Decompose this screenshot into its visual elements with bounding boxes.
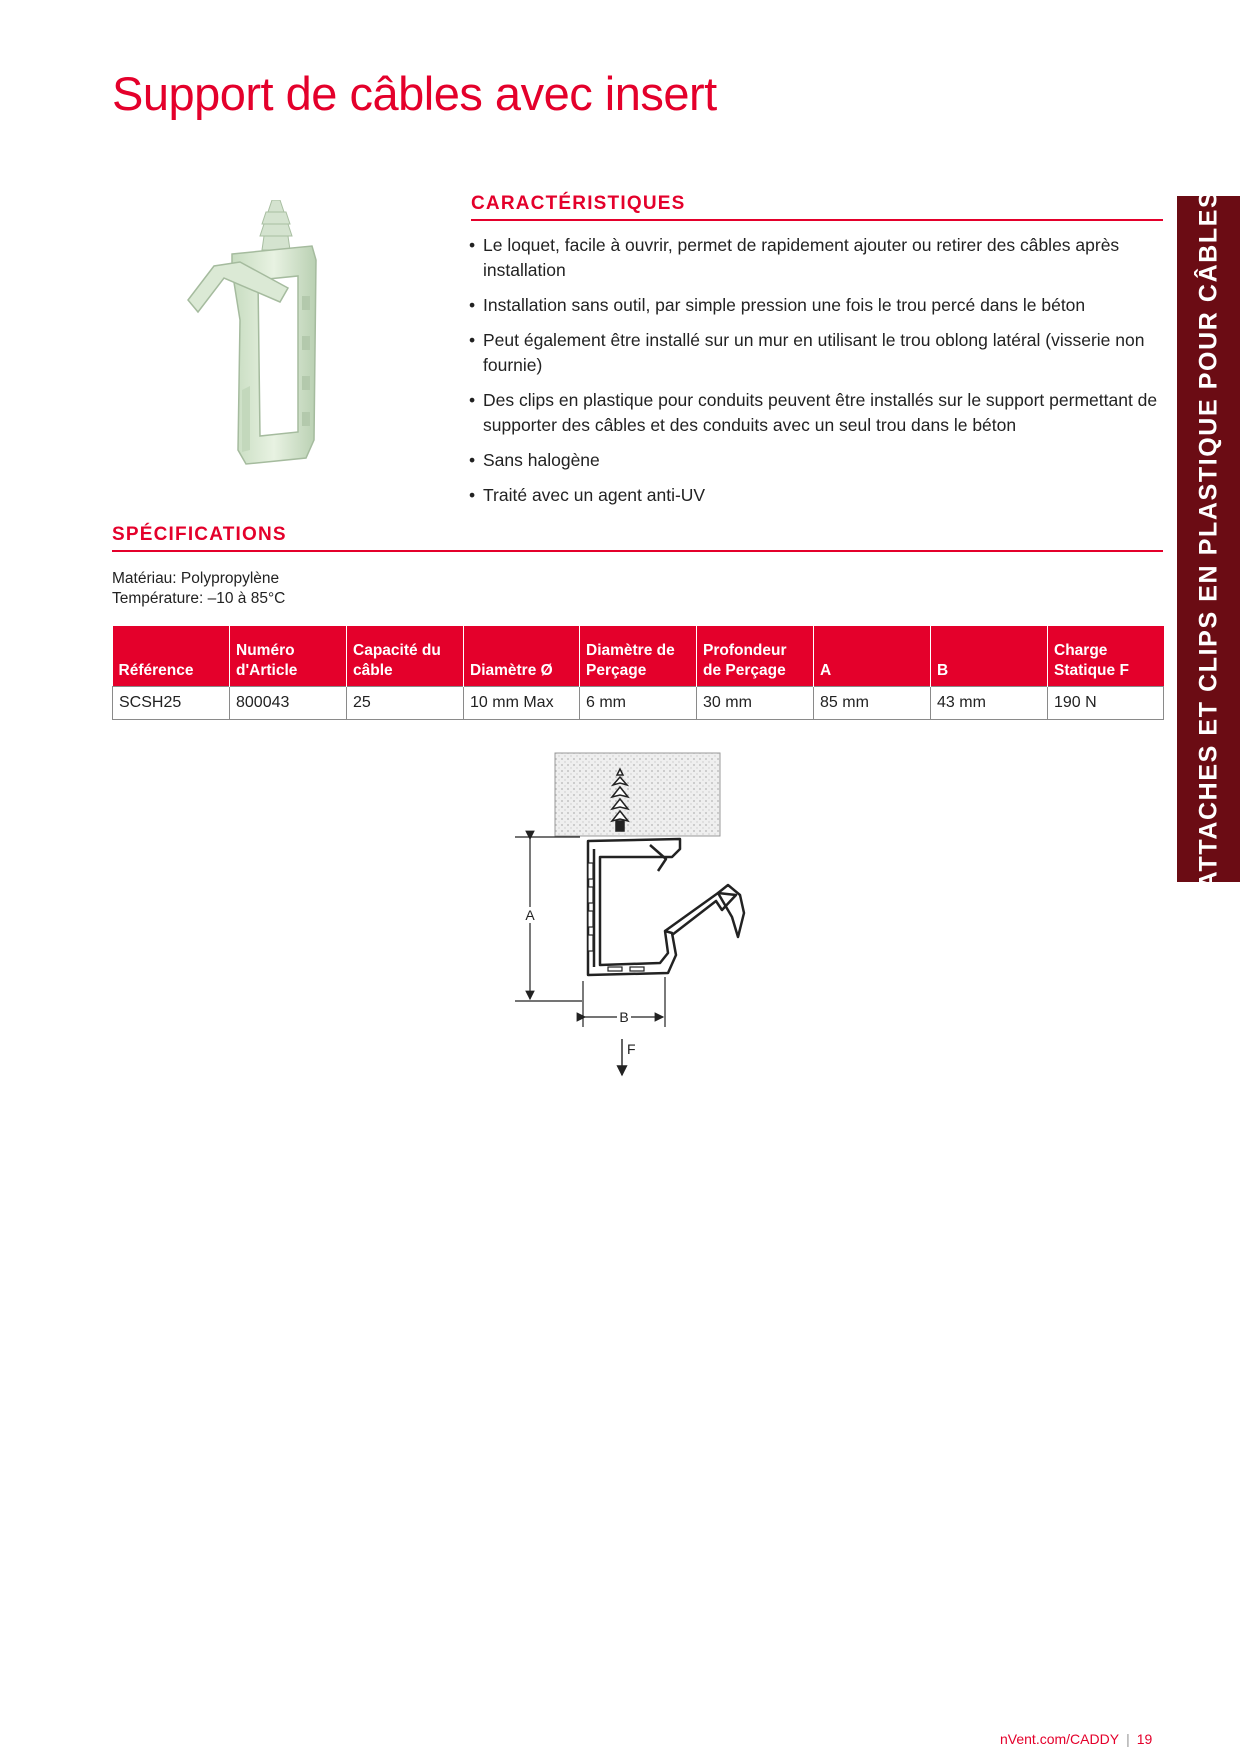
spec-table [112,626,1164,720]
feature-item: • Des clips en plastique pour conduits peuvent être installés sur le support permettant de supporter des câbles et des conduits avec un seul trou dans le béton [469,388,1169,438]
feature-item: • Traité avec un agent anti-UV [469,483,1169,508]
table-cell: 43 mm [931,687,1048,720]
side-tab-label: ATTACHES ET CLIPS EN PLASTIQUE POUR CÂBLES [1194,189,1222,889]
table-cell: 190 N [1048,687,1164,720]
footer: nVent.com/CADDY | 19 [1000,1731,1153,1747]
feature-item: • Peut également être installé sur un mur en utilisant le trou oblong latéral (visserie non fournie) [469,328,1169,378]
table-row [113,687,1164,720]
table-header-cell: Capacité du câble [347,626,464,687]
table-header-row [113,626,1164,687]
feature-item: • Le loquet, facile à ouvrir, permet de rapidement ajouter ou retirer des câbles après installation [469,233,1169,283]
table-cell: 25 [347,687,464,720]
features-heading: CARACTÉRISTIQUES [471,193,1163,221]
table-header-cell: Référence [113,626,230,687]
spec-lines [112,569,285,609]
table-header-cell: B [931,626,1048,687]
specs-heading: SPÉCIFICATIONS [112,524,1163,552]
temperature-line: Température: –10 à 85°C [112,590,286,607]
page-number: 19 [1136,1731,1153,1747]
feature-item: • Sans halogène [469,448,1169,473]
dimension-diagram [500,745,760,1090]
table-cell: 6 mm [580,687,697,720]
features-list [469,233,1169,518]
product-photo [180,200,360,500]
concrete-block [555,753,720,836]
page-title: Support de câbles avec insert [112,67,717,120]
side-tab [1177,189,1240,889]
bracket-outline [588,839,744,975]
table-header-cell: Diamètre de Perçage [580,626,697,687]
table-cell: 85 mm [814,687,931,720]
label-a: A [525,907,535,923]
table-header-cell: A [814,626,931,687]
feature-item: • Installation sans outil, par simple pression une fois le trou percé dans le béton [469,293,1169,318]
material-line: Matériau: Polypropylène [112,570,280,587]
table-header-cell: Numéro d'Article [230,626,347,687]
table-header-cell: Profondeur de Perçage [697,626,814,687]
footer-site-link[interactable]: nVent.com/CADDY [1000,1731,1120,1747]
bracket-slots [588,863,644,971]
table-cell: SCSH25 [113,687,230,720]
table-cell: 30 mm [697,687,814,720]
table-cell: 800043 [230,687,347,720]
label-b: B [619,1009,629,1025]
table-header-cell: Charge Statique F [1048,626,1164,687]
table-cell: 10 mm Max [464,687,580,720]
table-header-cell: Diamètre Ø [464,626,580,687]
label-f: F [627,1041,636,1057]
